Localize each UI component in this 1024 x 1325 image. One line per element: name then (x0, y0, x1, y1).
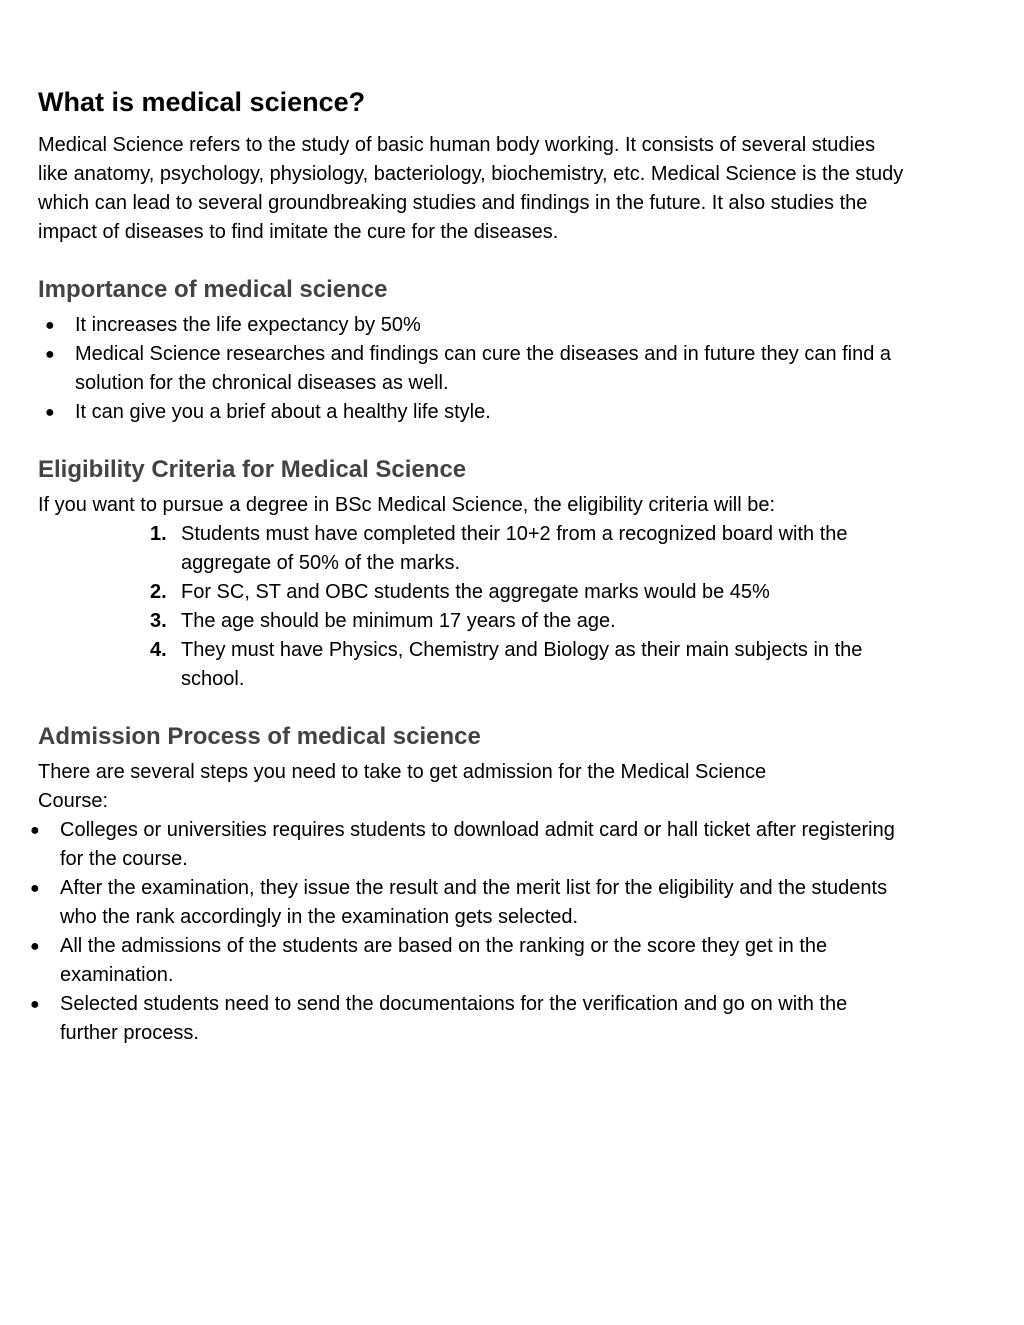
list-item (23, 816, 903, 874)
list-item-text: It increases the life expectancy by 50% (75, 314, 421, 336)
list-item-text: The age should be minimum 17 years of the age. (181, 610, 616, 632)
list-item (23, 932, 903, 990)
list-item-text: After the examination, they issue the result and the merit list for the eligibility and the students who the rank accordingly in the examination gets selected. (60, 877, 888, 928)
importance-list (38, 311, 918, 427)
list-item-text: They must have Physics, Chemistry and Biology as their main subjects in the school. (181, 639, 863, 690)
list-item (38, 520, 888, 578)
admission-heading: Admission Process of medical science (38, 723, 481, 750)
bullet-icon: ● (30, 938, 40, 955)
list-item-text: Selected students need to send the documentaions for the verification and go on with the further process. (60, 993, 848, 1044)
importance-heading: Importance of medical science (38, 276, 388, 303)
bullet-icon: ● (45, 346, 55, 363)
document-page (30, 84, 918, 1048)
list-number: 4. (150, 639, 167, 661)
list-item-text: Colleges or universities requires students to download admit card or hall ticket after registering for the course. (60, 819, 895, 870)
intro-paragraph: Medical Science refers to the study of basic human body working. It consists of several studies like anatomy, psychology, physiology, bacteriology, biochemistry, etc. Medical Science is the study which can lead to several groundbreaking studies and findings in the future. It also studies the impact of diseases to find imitate the cure for the diseases. (38, 134, 904, 243)
eligibility-heading: Eligibility Criteria for Medical Science (38, 456, 467, 483)
list-item-text: For SC, ST and OBC students the aggregate marks would be 45% (181, 581, 770, 603)
list-number: 3. (150, 610, 167, 632)
list-item (38, 607, 888, 636)
eligibility-list (38, 520, 888, 694)
eligibility-lead: If you want to pursue a degree in BSc Medical Science, the eligibility criteria will be: (38, 494, 776, 516)
list-item (38, 398, 918, 427)
admission-lead: There are several steps you need to take to get admission for the Medical Science Course: (38, 761, 767, 812)
list-number: 2. (150, 581, 167, 603)
list-item (38, 636, 888, 694)
list-item (23, 874, 903, 932)
list-item-text: It can give you a brief about a healthy life style. (75, 401, 491, 423)
list-item-text: Medical Science researches and findings can cure the diseases and in future they can find a solution for the chronical diseases as well. (75, 343, 892, 394)
bullet-icon: ● (30, 880, 40, 897)
list-item (38, 578, 888, 607)
bullet-icon: ● (45, 404, 55, 421)
admission-list (23, 816, 903, 1048)
list-number: 1. (150, 523, 167, 545)
bullet-icon: ● (45, 317, 55, 334)
bullet-icon: ● (30, 996, 40, 1013)
list-item-text: All the admissions of the students are based on the ranking or the score they get in the examination. (60, 935, 828, 986)
eligibility-section (38, 455, 918, 694)
list-item (23, 990, 903, 1048)
page-title: What is medical science? (38, 87, 366, 117)
list-item (38, 311, 918, 340)
bullet-icon: ● (30, 822, 40, 839)
admission-section (30, 722, 918, 1048)
list-item (38, 340, 918, 398)
list-item-text: Students must have completed their 10+2 from a recognized board with the aggregate of 50% of the marks. (181, 523, 848, 574)
importance-section (38, 275, 918, 427)
